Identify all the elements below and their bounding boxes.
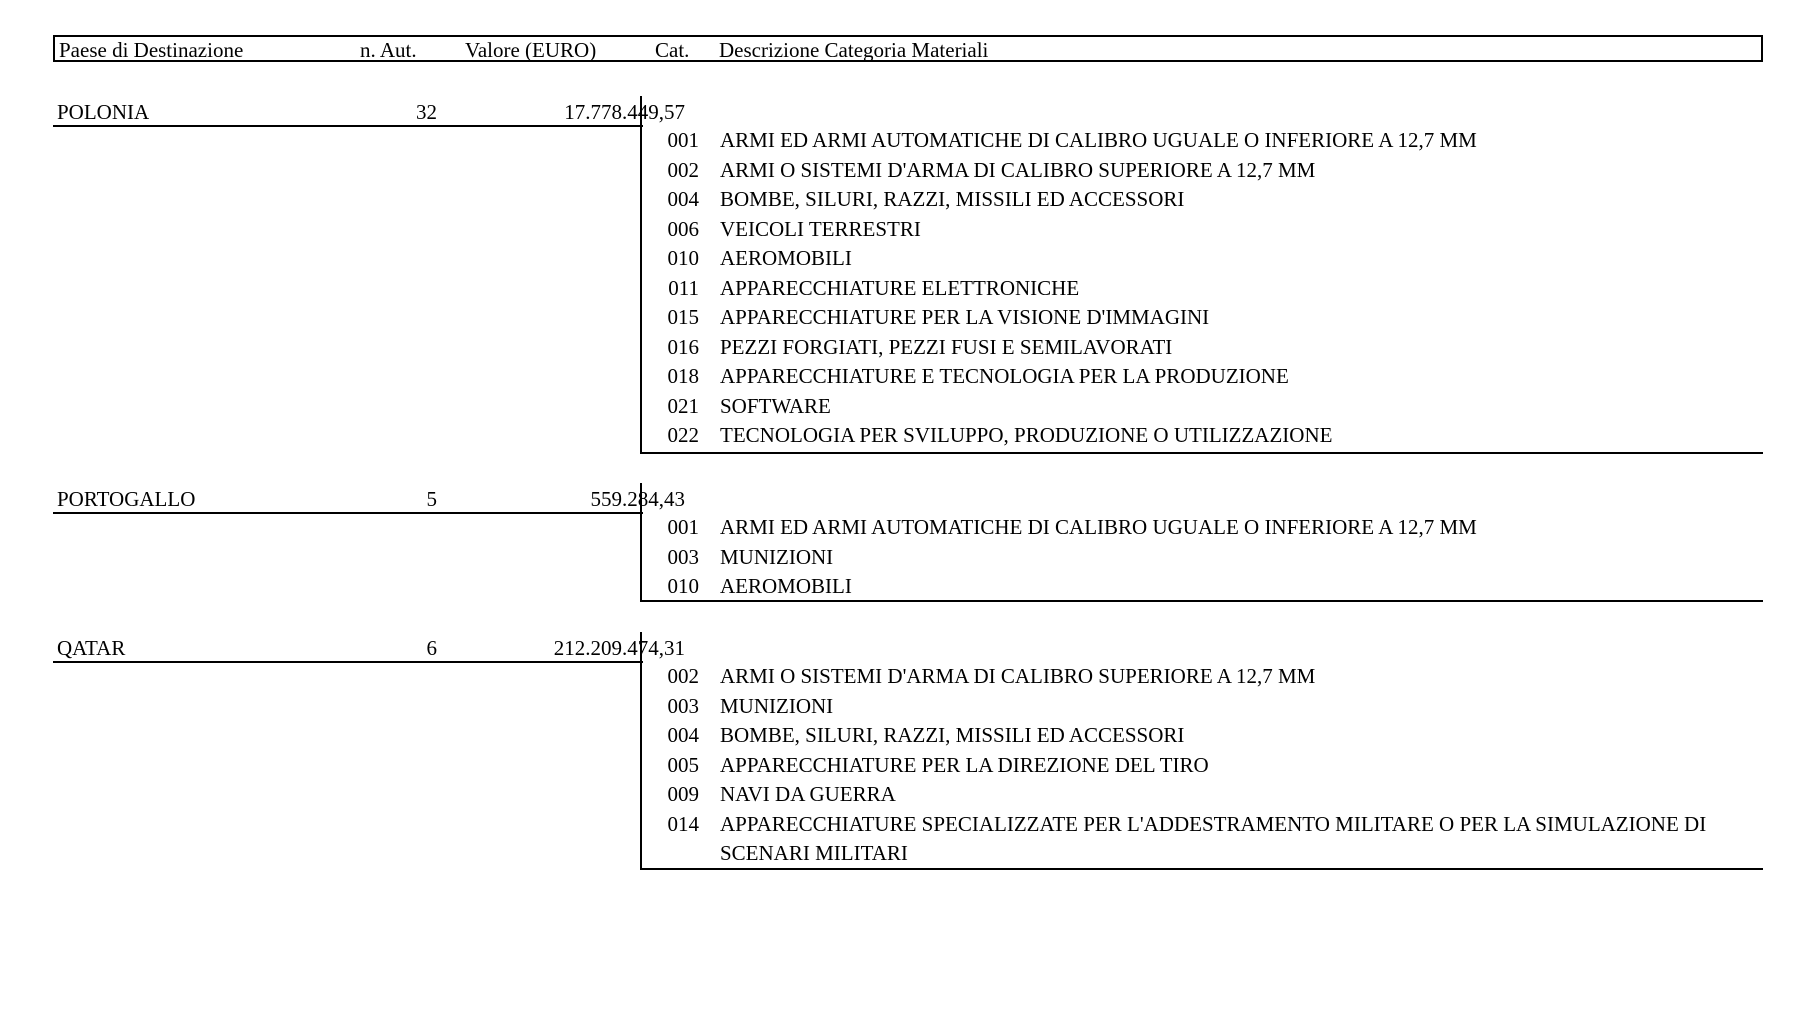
- category-desc: AEROMOBILI: [720, 246, 852, 270]
- country-name: QATAR: [57, 636, 126, 660]
- category-desc: APPARECCHIATURE SPECIALIZZATE PER L'ADDESTRAMENTO MILITARE O PER LA SIMULAZIONE DI SCENARI MILITARI: [720, 811, 1707, 865]
- category-code: 005: [667, 752, 699, 777]
- category-code: 002: [667, 664, 699, 688]
- category-row: [642, 752, 1763, 782]
- category-list: [640, 483, 1763, 602]
- category-list: [640, 96, 1763, 454]
- category-desc: APPARECCHIATURE ELETTRONICHE: [720, 275, 1080, 300]
- category-code: 018: [667, 364, 699, 388]
- country-n-aut: 5: [426, 487, 437, 511]
- category-code: 006: [667, 216, 699, 241]
- country-name: PORTOGALLO: [57, 487, 196, 511]
- category-row: [642, 722, 1763, 752]
- table-header: [53, 35, 1763, 62]
- category-row: [642, 127, 1763, 157]
- category-code: 015: [667, 305, 699, 329]
- country-block-portogallo: [53, 483, 1763, 603]
- category-code: 011: [668, 275, 699, 300]
- category-code: 001: [667, 128, 699, 152]
- category-desc: BOMBE, SILURI, RAZZI, MISSILI ED ACCESSORI: [720, 723, 1185, 747]
- category-row: [642, 216, 1763, 246]
- category-row: [642, 422, 1763, 452]
- country-n-aut: 6: [426, 636, 437, 660]
- category-desc: TECNOLOGIA PER SVILUPPO, PRODUZIONE O UTILIZZAZIONE: [720, 423, 1333, 447]
- category-code: 009: [667, 782, 699, 806]
- category-row: [642, 693, 1763, 723]
- country-row: [53, 483, 685, 514]
- country-value: 17.778.449,57: [564, 100, 685, 124]
- category-row: [642, 304, 1763, 334]
- category-desc: ARMI O SISTEMI D'ARMA DI CALIBRO SUPERIORE A 12,7 MM: [720, 664, 1316, 688]
- category-code: 002: [667, 157, 699, 182]
- category-code: 016: [667, 334, 699, 359]
- category-code: 022: [667, 423, 699, 447]
- category-desc: APPARECCHIATURE E TECNOLOGIA PER LA PRODUZIONE: [720, 364, 1289, 388]
- category-row: [642, 186, 1763, 216]
- category-code: 003: [667, 693, 699, 718]
- category-code: 010: [667, 246, 699, 270]
- category-row: [642, 275, 1763, 305]
- category-row: [642, 334, 1763, 364]
- category-row: [642, 245, 1763, 275]
- country-block-polonia: [53, 96, 1763, 456]
- country-row: [53, 632, 685, 663]
- category-row: [642, 544, 1763, 574]
- category-list: [640, 632, 1763, 870]
- category-desc: VEICOLI TERRESTRI: [720, 216, 921, 241]
- header-value: Valore (EURO): [465, 38, 597, 62]
- category-desc: BOMBE, SILURI, RAZZI, MISSILI ED ACCESSORI: [720, 187, 1185, 211]
- category-row: [642, 157, 1763, 187]
- category-desc: MUNIZIONI: [720, 544, 834, 569]
- category-desc: ARMI O SISTEMI D'ARMA DI CALIBRO SUPERIORE A 12,7 MM: [720, 157, 1316, 182]
- category-row: [642, 393, 1763, 423]
- category-desc: PEZZI FORGIATI, PEZZI FUSI E SEMILAVORATI: [720, 334, 1173, 359]
- category-code: 004: [667, 187, 699, 211]
- category-row: [642, 573, 1763, 603]
- category-code: 021: [667, 393, 699, 418]
- category-desc: ARMI ED ARMI AUTOMATICHE DI CALIBRO UGUALE O INFERIORE A 12,7 MM: [720, 128, 1477, 152]
- header-description: Descrizione Categoria Materiali: [719, 38, 989, 62]
- category-row: [642, 781, 1763, 811]
- country-name: POLONIA: [57, 100, 150, 124]
- category-desc: NAVI DA GUERRA: [720, 782, 896, 806]
- header-cat: Cat.: [655, 38, 690, 62]
- category-row: [642, 663, 1763, 693]
- category-desc: APPARECCHIATURE PER LA DIREZIONE DEL TIRO: [720, 752, 1209, 777]
- country-block-qatar: [53, 632, 1763, 872]
- category-code: 010: [667, 574, 699, 598]
- category-desc: AEROMOBILI: [720, 574, 852, 598]
- country-value: 212.209.474,31: [553, 636, 685, 660]
- category-desc: APPARECCHIATURE PER LA VISIONE D'IMMAGINI: [720, 305, 1210, 329]
- category-row: [642, 514, 1763, 544]
- category-desc: SOFTWARE: [720, 393, 831, 418]
- category-code: 001: [667, 515, 699, 539]
- country-n-aut: 32: [416, 100, 437, 124]
- category-desc: ARMI ED ARMI AUTOMATICHE DI CALIBRO UGUALE O INFERIORE A 12,7 MM: [720, 515, 1477, 539]
- category-row: [642, 811, 1763, 871]
- category-desc: MUNIZIONI: [720, 693, 834, 718]
- country-row: [53, 96, 685, 127]
- header-country: Paese di Destinazione: [59, 38, 244, 62]
- category-code: 014: [667, 811, 699, 836]
- country-value: 559.284,43: [590, 487, 685, 511]
- category-row: [642, 363, 1763, 393]
- category-code: 004: [667, 723, 699, 747]
- category-code: 003: [667, 544, 699, 569]
- header-n-aut: n. Aut.: [360, 38, 417, 62]
